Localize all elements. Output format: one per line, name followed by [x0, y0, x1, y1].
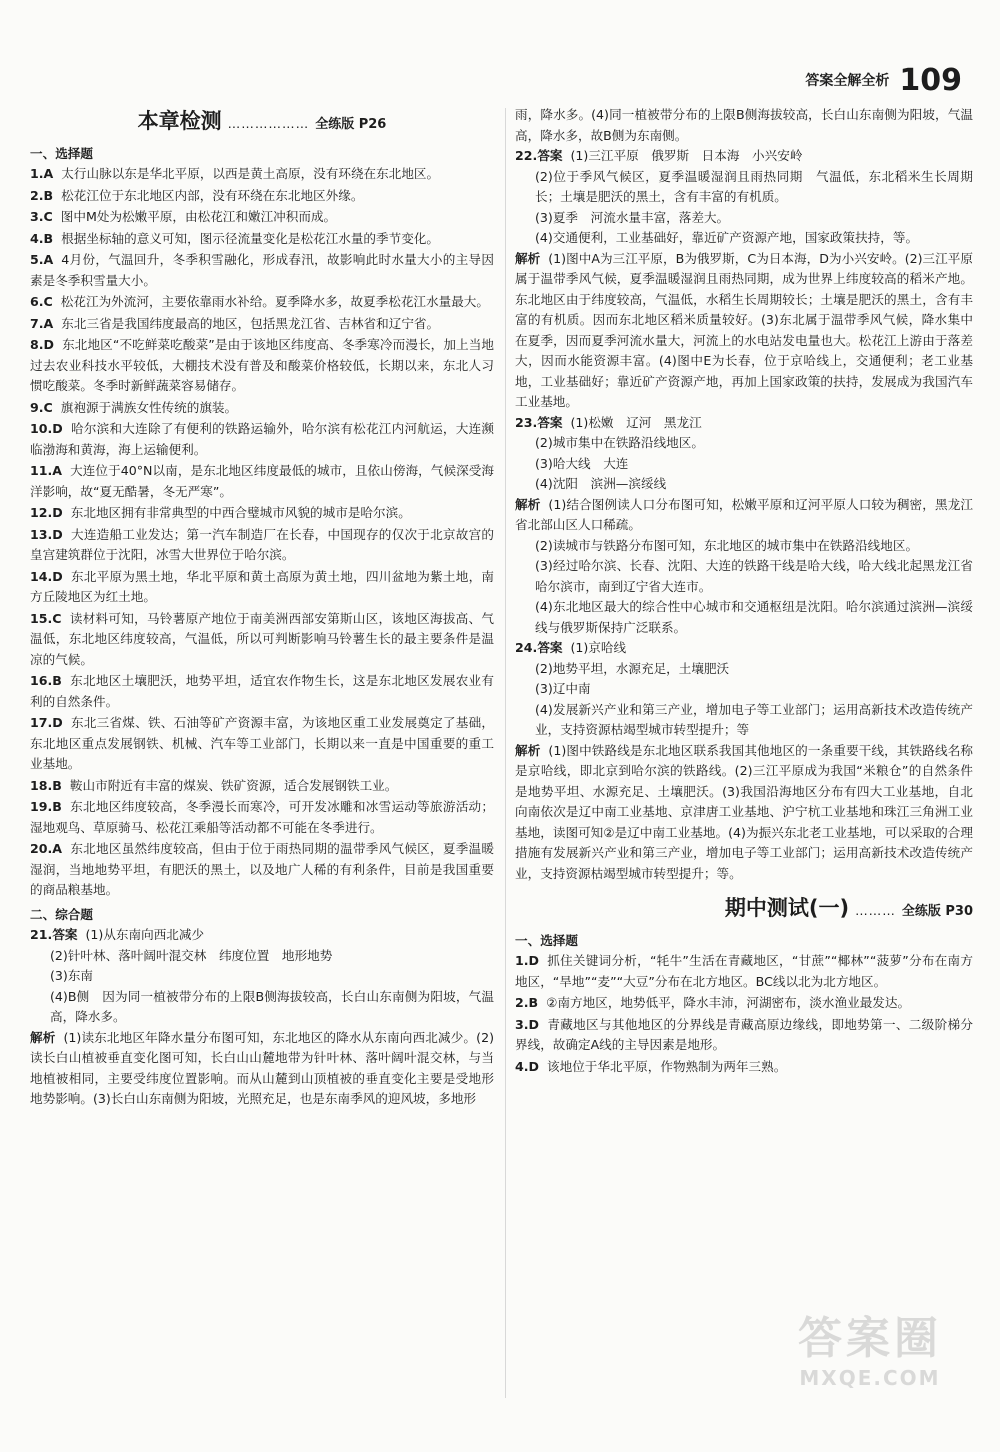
- answer-line: (2)位于季风气候区，夏季温暖湿润且雨热同期 气温低，东北稻米生长周期长；土壤是肥沃的黑土，含有丰富的有机质。: [535, 168, 973, 204]
- answer-line: (3)东南: [50, 968, 94, 983]
- mc-number: 9.C: [30, 399, 53, 415]
- mc-item: [30, 503, 494, 524]
- question-21: [30, 925, 494, 1110]
- section-heading: [30, 111, 494, 136]
- mc-item: [30, 250, 494, 291]
- mc-item: [30, 164, 494, 185]
- watermark-logo: [770, 1302, 970, 1402]
- question-24: [515, 638, 973, 884]
- mc-item: [30, 609, 494, 671]
- section-heading: [515, 898, 973, 923]
- mc-item: [30, 292, 494, 313]
- mc-number: 12.D: [30, 505, 63, 520]
- page-number: 109: [899, 63, 962, 98]
- question-23: [515, 413, 973, 639]
- mc-number: 15.C: [30, 610, 62, 626]
- mc-number: 4.B: [30, 230, 54, 246]
- mc-text: 东北地区“不吃鲜菜吃酸菜”是由于该地区纬度高、冬季寒冷而漫长，加上当地过去农业科技水平较低，大棚技术没有普及和酸菜价格较低，长期以来，东北人习惯吃酸菜。冬季时新鲜蔬菜容易储存。: [30, 337, 494, 393]
- analysis-text: (1)图中A为三江平原，B为俄罗斯，C为日本海，D为小兴安岭。(2)三江平原属于温带季风气候，夏季温暖湿润且雨热同期，成为世界上纬度较高的稻米产地。东北地区由于纬度较高，气温低，水稻生长周期较长；土壤是肥沃的黑土，含有丰富的有机质。因而东北地区稻米质量较好。(3)东北属于温带季风气候，降水集中在夏季，因而夏季河流水量大，河流上的水电站发电量也大。松花江上游由于落差大，因而水能资源丰富。(4)图中E为长春，位于京哈线上，交通便利；老工业基地，工业基础好；靠近矿产资源产地，再加上国家政策的扶持，发展成为我国汽车工业基地。: [515, 250, 973, 409]
- mc-text: 太行山脉以东是华北平原，以西是黄土高原，没有环绕在东北地区。: [61, 166, 440, 181]
- mc-text: 哈尔滨和大连除了有便利的铁路运输外，哈尔滨有松花江内河航运，大连濒临渤海和黄海，海上运输便利。: [30, 421, 494, 457]
- mc-text: 抓住关键词分析，“牦牛”生活在青藏地区，“甘蔗”“椰林”“菠萝”分布在南方地区，“旱地”“麦”“大豆”分布在北方地区。BC线以北为北方地区。: [515, 953, 973, 989]
- mc-number: 20.A: [30, 841, 63, 856]
- mc-item: [30, 525, 494, 566]
- section-dots: ………: [855, 903, 896, 918]
- question-number: 24.: [515, 640, 538, 655]
- section-dots: ………………: [227, 116, 310, 131]
- section-ref: 全练版 P26: [315, 117, 387, 132]
- mc-number: 19.B: [30, 799, 62, 814]
- mc-text: 东北平原为黑土地，华北平原和黄土高原为黄土地，四川盆地为紫土地，南方丘陵地区为红土地。: [30, 568, 494, 604]
- left-column: [30, 105, 494, 1110]
- header-title: 答案全解全析: [805, 73, 890, 89]
- mc-text: 东北地区虽然纬度较高，但由于位于雨热同期的温带季风气候区，夏季温暖湿润，当地地势平坦，有肥沃的黑土，以及地广人稀的有利条件，目前是我国重要的商品粮基地。: [30, 841, 494, 897]
- section-title: 本章检测: [137, 109, 222, 133]
- answer-line: (2)地势平坦，水源充足，土壤肥沃: [535, 660, 730, 676]
- analysis-text: (2)读城市与铁路分布图可知，东北地区的城市集中在铁路沿线地区。: [535, 537, 919, 553]
- section-ref: 全练版 P30: [901, 904, 973, 919]
- mc-number: 6.C: [30, 294, 53, 309]
- mc-text: 青藏地区与其他地区的分界线是青藏高原边缘线，即地势第一、二级阶梯分界线，故确定A线的主导因素是地形。: [515, 1016, 973, 1052]
- mc-number: 13.D: [30, 526, 63, 542]
- mc-number: 16.B: [30, 673, 62, 688]
- answer-line: (3)夏季 河流水量丰富，落差大。: [535, 209, 730, 225]
- mc-item: [30, 398, 494, 419]
- answer-line: (4)B侧 因为同一植被带分布的上限B侧海拔较高，长白山东南侧为阳坡，气温高，降水多。: [50, 988, 494, 1024]
- mc-item: [30, 671, 494, 712]
- mc-number: 10.D: [30, 421, 63, 436]
- mc-item: [30, 186, 494, 207]
- analysis-text: (1)读东北地区年降水量分布图可知，东北地区的降水从东南向西北减少。(2)读长白山植被垂直变化图可知，长白山山麓地带为针叶林、落叶阔叶混交林，与当地植被相同，主要受纬度位置影响。而从山麓到山顶植被的垂直变化主要是受地形地势影响。(3)长白山东南侧为阳坡，光照充足，也是东南季风的迎风坡，多地形: [30, 1029, 494, 1106]
- mc-number: 18.B: [30, 777, 62, 793]
- mc-text: 东北地区纬度较高，冬季漫长而寒冷，可开发冰雕和冰雪运动等旅游活动；湿地观鸟、草原骑马、松花江乘船等活动都不可能在冬季进行。: [30, 799, 494, 835]
- mc-number: 14.D: [30, 568, 63, 584]
- analysis-label: 解析: [515, 250, 541, 266]
- answer-label: 答案: [537, 414, 563, 430]
- analysis-label: 解析: [30, 1029, 56, 1045]
- answer-line: (1)从东南向西北减少: [85, 927, 205, 942]
- question-number: 22.: [515, 148, 538, 163]
- mc-item: [30, 314, 494, 335]
- answer-line: (1)三江平原 俄罗斯 日本海 小兴安岭: [570, 148, 803, 163]
- analysis-text: (1)图中铁路线是东北地区联系我国其他地区的一条重要干线，其铁路线名称是京哈线，即北京到哈尔滨的铁路线。(2)三江平原成为我国“米粮仓”的自然条件是地势平坦、水源充足、土壤肥沃。(3)我国沿海地区分布有四大工业基地，自北向南依次是辽中南工业基地、京津唐工业基地、沪宁杭工业基地和珠江三角洲工业基地，读图可知②是辽中南工业基地。(4)为振兴东北老工业基地，可以采取的合理措施有发展新兴产业和第三产业，增加电子等工业部门；运用高新技术改造传统产业，支持资源枯竭型城市转型提升；等。: [515, 742, 973, 881]
- answer-line: (1)京哈线: [570, 640, 627, 655]
- question-number: 23.: [515, 414, 538, 430]
- mc-item: [515, 993, 973, 1014]
- mc-item: [30, 776, 494, 797]
- part-heading: 一、选择题: [30, 145, 93, 161]
- mc-text: 大连造船工业发达；第一汽车制造厂在长春，中国现存的仅次于北京故宫的皇宫建筑群位于沈阳，冰雪大世界位于哈尔滨。: [30, 526, 494, 562]
- mc-item: [515, 1015, 973, 1056]
- mc-number: 11.A: [30, 463, 63, 478]
- mc-number: 3.D: [515, 1016, 540, 1032]
- mc-text: 读材料可知，马铃薯原产地位于南美洲西部安第斯山区，该地区海拔高、气温低，东北地区纬度较高，气温低，所以可判断影响马铃薯生长的最主要条件是温凉的气候。: [30, 610, 494, 667]
- mc-item: [30, 419, 494, 460]
- mc-item: [30, 713, 494, 775]
- question-number: 21.: [30, 927, 53, 942]
- answer-line: (3)哈大线 大连: [535, 455, 629, 471]
- mc-text: ②南方地区，地势低平，降水丰沛，河湖密布，淡水渔业最发达。: [546, 995, 911, 1010]
- mc-text: 鞍山市附近有丰富的煤炭、铁矿资源，适合发展钢铁工业。: [69, 777, 398, 793]
- answer-label: 答案: [537, 148, 563, 163]
- section-title: 期中测试(一): [724, 896, 850, 920]
- watermark-url: MXQE.COM: [799, 1366, 941, 1390]
- part-heading: 二、综合题: [30, 906, 93, 922]
- mc-item: [30, 229, 494, 250]
- page-header: [805, 60, 962, 96]
- mc-item: [515, 1057, 973, 1078]
- continued-text: 雨，降水多。(4)同一植被带分布的上限B侧海拔较高，长白山东南侧为阳坡，气温高，降水多，故B侧为东南侧。: [515, 107, 973, 143]
- answer-line: (3)辽中南: [535, 681, 591, 696]
- answer-line: (1)松嫩 辽河 黑龙江: [570, 414, 702, 430]
- mc-text: 松花江位于东北地区内部，没有环绕在东北地区外缘。: [61, 187, 364, 203]
- answer-line: (4)交通便利，工业基础好，靠近矿产资源产地，国家政策扶持，等。: [535, 230, 919, 245]
- mc-item: [30, 461, 494, 502]
- mc-number: 8.D: [30, 337, 55, 352]
- mc-text: 旗袍源于满族女性传统的旗装。: [60, 399, 238, 415]
- analysis-text: (1)结合图例读人口分布图可知，松嫩平原和辽河平原人口较为稠密，黑龙江省北部山区人口稀疏。: [515, 496, 973, 532]
- mc-item: [30, 839, 494, 901]
- answer-line: (4)沈阳 滨洲—滨绥线: [535, 476, 667, 491]
- mc-number: 3.C: [30, 209, 53, 224]
- answer-label: 答案: [52, 927, 78, 942]
- analysis-text: (4)东北地区最大的综合性中心城市和交通枢纽是沈阳。哈尔滨通过滨洲—滨绥线与俄罗斯保持广泛联系。: [535, 599, 973, 635]
- question-22: [515, 146, 973, 413]
- answer-line: (2)城市集中在铁路沿线地区。: [535, 435, 704, 450]
- mc-number: 1.D: [515, 953, 540, 968]
- mc-item: [30, 207, 494, 228]
- right-column: [515, 105, 973, 1078]
- mc-item: [30, 797, 494, 838]
- answer-label: 答案: [537, 640, 563, 655]
- mc-number: 4.D: [515, 1058, 540, 1074]
- mc-number: 7.A: [30, 315, 54, 331]
- mc-text: 松花江为外流河，主要依靠雨水补给。夏季降水多，故夏季松花江水量最大。: [60, 294, 489, 309]
- mc-text: 东北地区土壤肥沃，地势平坦，适宜农作物生长，这是东北地区发展农业有利的自然条件。: [30, 673, 494, 709]
- mc-text: 东北三省是我国纬度最高的地区，包括黑龙江省、吉林省和辽宁省。: [61, 315, 440, 331]
- mc-item: [30, 567, 494, 608]
- mc-text: 该地位于华北平原，作物熟制为两年三熟。: [547, 1058, 787, 1074]
- mc-number: 17.D: [30, 715, 63, 730]
- mc-number: 1.A: [30, 166, 54, 181]
- answer-line: (4)发展新兴产业和第三产业，增加电子等工业部门；运用高新技术改造传统产业，支持资源枯竭型城市转型提升；等: [535, 701, 973, 737]
- mc-text: 东北地区拥有非常典型的中西合璧城市风貌的城市是哈尔滨。: [70, 505, 411, 520]
- part-heading: 一、选择题: [515, 932, 578, 948]
- analysis-label: 解析: [515, 496, 541, 512]
- watermark-text: 答案圈: [798, 1313, 942, 1364]
- answer-line: (2)针叶林、落叶阔叶混交林 纬度位置 地形地势: [50, 947, 333, 963]
- mc-text: 东北三省煤、铁、石油等矿产资源丰富，为该地区重工业发展奠定了基础，东北地区重点发展钢铁、机械、汽车等工业部门，长期以来一直是中国重要的重工业基地。: [30, 715, 494, 771]
- mc-number: 2.B: [30, 187, 54, 203]
- mc-text: 根据坐标轴的意义可知，图示径流量变化是松花江水量的季节变化。: [61, 230, 439, 246]
- mc-text: 图中M处为松嫩平原，由松花江和嫩江冲积而成。: [60, 209, 337, 224]
- mc-text: 大连位于40°N以南，是东北地区纬度最低的城市，且依山傍海，气候深受海洋影响，故“夏无酷暑，冬无严寒”。: [30, 463, 494, 499]
- mc-item: [515, 951, 973, 992]
- column-divider: [505, 108, 506, 1398]
- analysis-label: 解析: [515, 742, 541, 758]
- mc-number: 5.A: [30, 252, 54, 267]
- mc-item: [30, 335, 494, 397]
- mc-number: 2.B: [515, 995, 539, 1010]
- analysis-text: (3)经过哈尔滨、长春、沈阳、大连的铁路干线是哈大线，哈大线北起黑龙江省哈尔滨市，南到辽宁省大连市。: [535, 558, 973, 594]
- mc-text: 4月份，气温回升，冬季积雪融化，形成春汛，故影响此时水量大小的主导因素是冬季积雪量大小。: [30, 252, 494, 288]
